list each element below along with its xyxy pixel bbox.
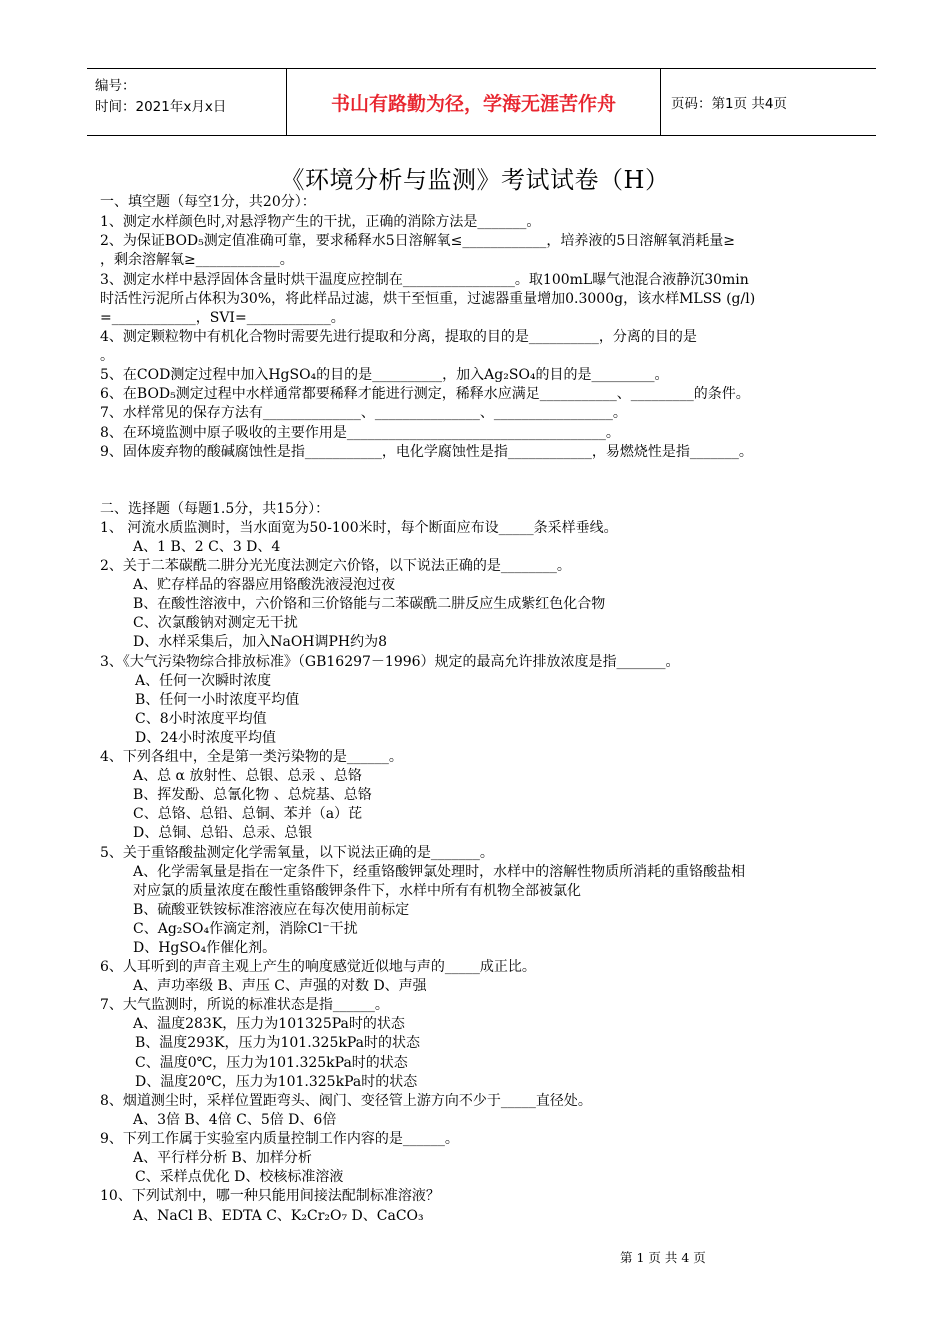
question-line: 1、 河流水质监测时，当水面宽为50-100米时，每个断面应布设_____条采样垂线。 xyxy=(100,520,618,536)
question-line: 4、下列各组中，全是第一类污染物的是______。 xyxy=(100,749,403,765)
option-line: A、温度283K，压力为101325Pa时的状态 xyxy=(133,1016,405,1032)
question-line: 时活性污泥所占体积为30%，将此样品过滤，烘干至恒重，过滤器重量增加0.3000g，该水样MLSS (g/l) xyxy=(100,291,756,307)
question-line: 3、《大气污染物综合排放标准》（GB16297－1996）规定的最高允许排放浓度是指_______。 xyxy=(100,654,680,670)
option-line: D、温度20℃，压力为101.325kPa时的状态 xyxy=(135,1074,418,1090)
section-heading-multiple-choice: 二、选择题（每题1.5分，共15分）： xyxy=(100,501,330,517)
header-motto: 书山有路勤为径，学海无涯苦作舟 xyxy=(287,69,661,135)
question-line: 6、人耳听到的声音主观上产生的响度感觉近似地与声的_____成正比。 xyxy=(100,959,536,975)
question-line: 8、在环境监测中原子吸收的主要作用是_____________________________________。 xyxy=(100,425,620,441)
header-page-info: 页码：第1页 共4页 xyxy=(671,96,787,112)
option-line: A、贮存样品的容器应用铬酸洗液浸泡过夜 xyxy=(133,577,396,593)
section-heading-fill-blank: 一、填空题（每空1分，共20分）： xyxy=(100,194,316,210)
question-line: 10、下列试剂中，哪一种只能用间接法配制标准溶液？ xyxy=(100,1188,440,1204)
option-line: B、温度293K，压力为101.325kPa时的状态 xyxy=(135,1035,420,1051)
option-line: B、在酸性溶液中，六价铬和三价铬能与二苯碳酰二肼反应生成紫红色化合物 xyxy=(133,596,606,612)
option-line: B、任何一小时浓度平均值 xyxy=(135,692,300,708)
option-line: A、1 B、2 C、3 D、4 xyxy=(133,539,281,555)
question-line: 5、在COD测定过程中加入HgSO₄的目的是__________，加入Ag₂SO₄的目的是_________。 xyxy=(100,367,669,383)
option-line: A、平行样分析 B、加样分析 xyxy=(133,1150,312,1166)
question-line: 2、为保证BOD₅测定值准确可靠，要求稀释水5日溶解氧≤____________，培养液的5日溶解氧消耗量≥ xyxy=(100,233,736,249)
question-line: ，剩余溶解氧≥____________。 xyxy=(100,252,294,268)
option-line: D、总铜、总铅、总汞、总银 xyxy=(133,825,313,841)
option-line: C、总铬、总铅、总铜、苯并（a）芘 xyxy=(133,806,363,822)
question-line: 4、测定颗粒物中有机化合物时需要先进行提取和分离，提取的目的是__________，分离的目的是 xyxy=(100,329,697,345)
question-line: 1、测定水样颜色时,对悬浮物产生的干扰，正确的消除方法是_______。 xyxy=(100,214,541,230)
question-line: 6、在BOD₅测定过程中水样通常都要稀释才能进行测定，稀释水应满足___________、_________的条件。 xyxy=(100,386,750,402)
option-line: A、总 α 放射性、总银、总汞 、总铬 xyxy=(133,768,362,784)
question-line: 9、固体废弃物的酸碱腐蚀性是指___________，电化学腐蚀性是指____________，易燃烧性是指_______。 xyxy=(100,444,753,460)
option-line: C、温度0℃，压力为101.325kPa时的状态 xyxy=(135,1055,408,1071)
question-line: 2、关于二苯碳酰二肼分光光度法测定六价铬，以下说法正确的是________。 xyxy=(100,558,571,574)
option-line: 对应氯的质量浓度在酸性重铬酸钾条件下，水样中所有有机物全部被氯化 xyxy=(133,883,581,899)
option-line: B、硫酸亚铁铵标准溶液应在每次使用前标定 xyxy=(133,902,410,918)
question-line: 8、烟道测尘时，采样位置距弯头、阀门、变径管上游方向不少于_____直径处。 xyxy=(100,1093,592,1109)
question-line: 7、大气监测时，所说的标准状态是指______。 xyxy=(100,997,389,1013)
option-line: A、声功率级 B、声压 C、声强的对数 D、声强 xyxy=(133,978,427,994)
option-line: C、采样点优化 D、校核标准溶液 xyxy=(135,1169,344,1185)
option-line: C、Ag₂SO₄作滴定剂，消除Cl⁻干扰 xyxy=(133,921,358,937)
question-line: 7、水样常见的保存方法有______________、_______________、_________________。 xyxy=(100,405,627,421)
option-line: A、任何一次瞬时浓度 xyxy=(135,673,272,689)
option-line: D、24小时浓度平均值 xyxy=(135,730,277,746)
question-line: =____________，SVI=____________。 xyxy=(100,310,345,326)
option-line: A、NaCl B、EDTA C、K₂Cr₂O₇ D、CaCO₃ xyxy=(133,1208,424,1224)
page-footer: 第 1 页 共 4 页 xyxy=(620,1250,706,1265)
header-number-label: 编号： xyxy=(95,78,136,94)
exam-title: 《环境分析与监测》考试试卷（H） xyxy=(280,166,670,194)
question-line: 3、测定水样中悬浮固体含量时烘干温度应控制在________________。取100mL曝气池混合液静沉30min xyxy=(100,272,749,288)
option-line: C、次氯酸钠对测定无干扰 xyxy=(133,615,298,631)
question-line: 5、关于重铬酸盐测定化学需氧量，以下说法正确的是_______。 xyxy=(100,845,494,861)
document-header xyxy=(87,68,876,136)
header-meta-cell xyxy=(87,69,287,135)
option-line: D、水样采集后，加入NaOH调PH约为8 xyxy=(133,634,388,650)
option-line: D、HgSO₄作催化剂。 xyxy=(133,940,277,956)
question-line: 9、下列工作属于实验室内质量控制工作内容的是______。 xyxy=(100,1131,459,1147)
option-line: A、化学需氧量是指在一定条件下，经重铬酸钾氯处理时，水样中的溶解性物质所消耗的重铬酸盐相 xyxy=(133,864,746,880)
header-time-label: 时间：2021年x月x日 xyxy=(95,99,227,115)
option-line: A、3倍 B、4倍 C、5倍 D、6倍 xyxy=(133,1112,337,1128)
question-line: 。 xyxy=(100,348,114,364)
option-line: C、8小时浓度平均值 xyxy=(135,711,267,727)
option-line: B、挥发酚、总氰化物 、总烷基、总铬 xyxy=(133,787,372,803)
